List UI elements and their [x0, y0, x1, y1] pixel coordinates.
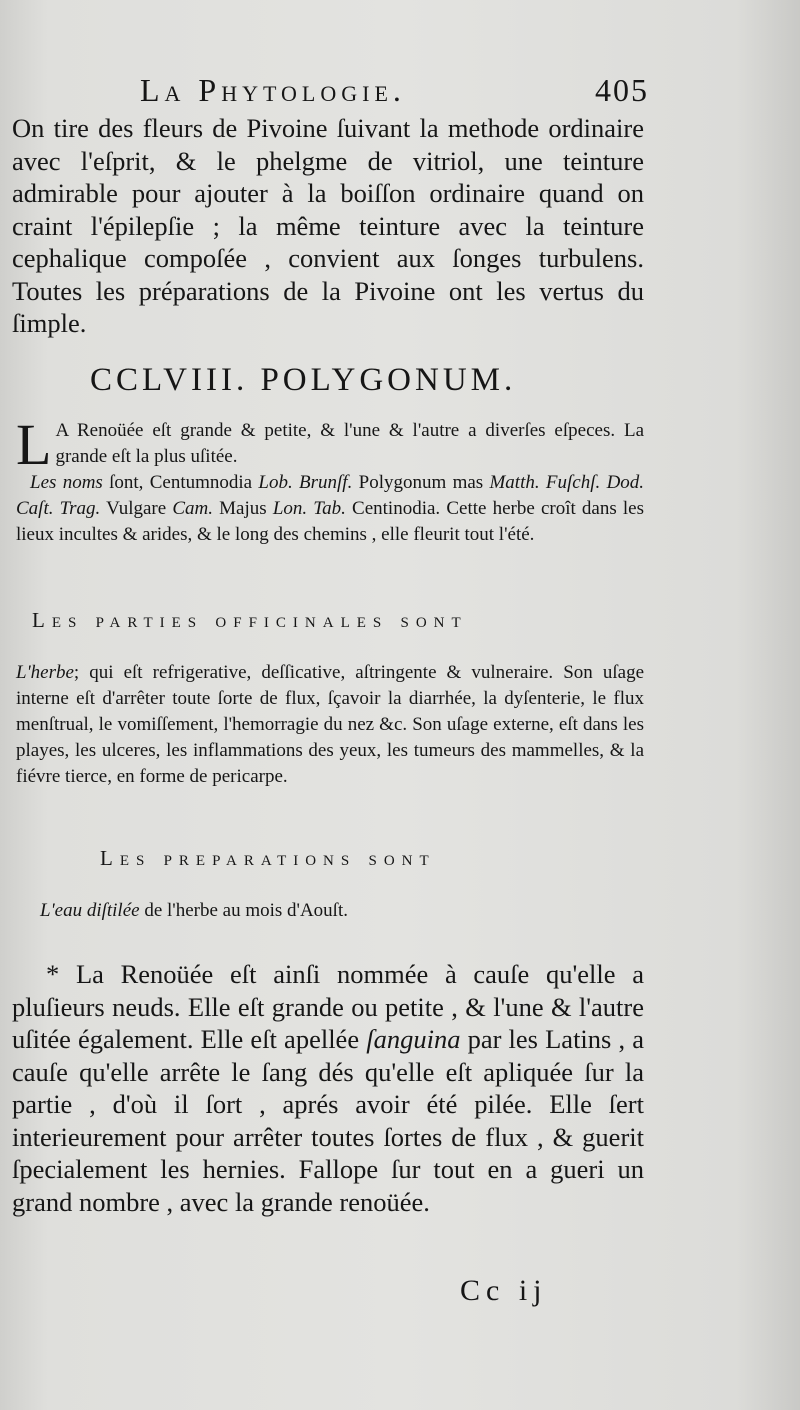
running-head	[140, 72, 660, 109]
chapter-heading: CCLVIII. POLYGONUM.	[90, 362, 517, 398]
intro-paragraph	[16, 412, 645, 548]
preparations-lead: L'eau diſtilée	[40, 900, 140, 921]
footnote-term: ſanguina	[366, 1024, 461, 1054]
names-paragraph	[16, 470, 644, 548]
names-text-1: ſont, Centumnodia	[102, 472, 259, 493]
footnote-text-b: par les Latins , a cauſe qu'elle arrête le ſang dés qu'elle eſt apliquée ſur la partie , d'où il ſort , aprés avoir été pilée. Elle ſert interieurement pour arrêter toutes ſortes de flux , & guerit ſpecialement les hernies. Fallope ſur tout en a gueri un grand nombre , avec la grande renoüée.	[12, 1024, 644, 1217]
section-heading-parties: Les parties officinales sont	[32, 608, 468, 632]
signature-mark: Cc ij	[460, 1274, 548, 1307]
parties-text: ; qui eſt refrigerative, deſſicative, aſtringente & vulneraire. Son uſage interne eſt d'arrêter toute ſorte de flux, ſçavoir la diarrhée, la dyſenterie, le flux menſtrual, le vomiſſement, l'hemorragie du nez &c. Son uſage externe, eſt dans les playes, les ulceres, les inflammations des yeux, les tumeurs des mammelles, & la fiévre tierce, en forme de pericarpe.	[16, 662, 644, 787]
parties-lead: L'herbe	[16, 662, 74, 683]
ref-4: Lon. Tab.	[272, 498, 346, 519]
page-number: 405	[595, 72, 649, 108]
names-text-2: Polygonum mas	[352, 472, 490, 493]
ref-2: Matth. Fuſchſ. Dod. Caſt. Trag.	[16, 472, 645, 519]
ref-3: Cam.	[172, 498, 213, 519]
intro-text: A Renoüée eſt grande & petite, & l'une & l'autre a diverſes eſpeces. La grande eſt la plus uſitée.	[55, 420, 644, 467]
drop-cap: L	[16, 412, 52, 477]
names-text-5: Centinodia. Cette herbe croît dans les lieux incultes & arides, & le long des chemins , elle fleurit tout l'été.	[16, 498, 645, 545]
ref-1: Lob. Brunſf.	[258, 472, 353, 493]
section-heading-preparations: Les preparations sont	[100, 846, 436, 870]
running-head-title: La Phytologie.	[140, 72, 406, 108]
footnote-paragraph	[12, 958, 644, 1218]
footnote-text-a: * La Renoüée eſt ainſi nommée à cauſe qu'elle a pluſieurs neuds. Elle eſt grande ou petite , & l'une & l'autre uſitée également. Elle eſt apellée	[12, 959, 644, 1054]
parties-paragraph	[16, 660, 644, 790]
paragraph-pivoine	[12, 112, 644, 340]
paragraph-pivoine-text: On tire des fleurs de Pivoine ſuivant la methode ordinaire avec l'eſprit, & le phelgme de vitriol, une teinture admirable pour ajouter à la boiſſon ordinaire quand on craint l'épilepſie ; la même teinture avec la teinture cephalique compoſée , convient aux ſonges turbulens. Toutes les préparations de la Pivoine ont les vertus du ſimple.	[12, 113, 644, 338]
preparations-text: de l'herbe au mois d'Aouſt.	[139, 900, 348, 921]
preparations-line	[40, 900, 348, 922]
names-lead: Les noms	[30, 472, 103, 493]
names-text-3: Vulgare	[100, 498, 173, 519]
names-text-4: Majus	[213, 498, 273, 519]
